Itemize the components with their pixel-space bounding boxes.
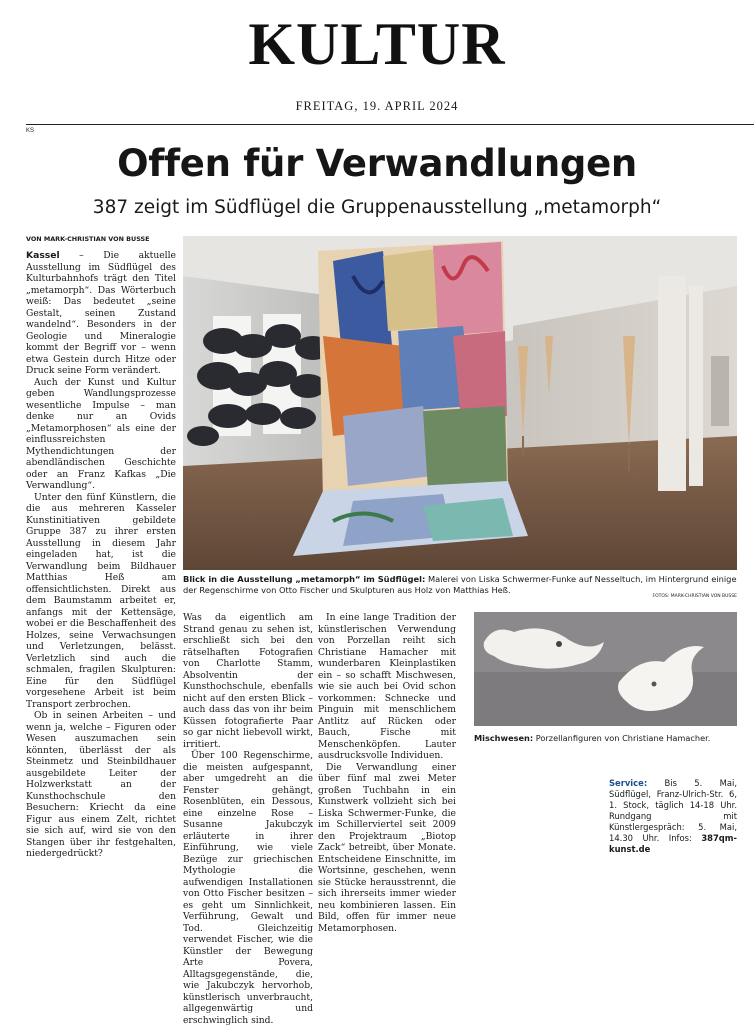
lead-text: – Die aktuelle Ausstellung im Südflügel des Kulturbahnhofs trägt den Titel „metamorph“. Das Wörterbuch weiß: Das bedeutet „seine Gestalt, seinen Zustand wandelnd“. Besonders in der Geologie und Mineralogie kommt der Begriff vor – wenn etwa Gestein durch Hitze oder Druck seine Form verändert. [26,250,176,376]
caption-text: Malerei von Liska Schwermer-Funke auf Nesseltuch, im Hintergrund einige der Regenschirme von Otto Fischer und Skulpturen aus Holz von Matthias Heß. [183,574,737,595]
text-column-5 [609,778,737,896]
photo-credit: FOTOS: MARK-CHRISTIAN VON BUSSE [652,594,737,599]
article-byline: VON MARK-CHRISTIAN VON BUSSE [26,235,150,243]
body-paragraph: In eine lange Tradition der künstlerischen Verwendung von Porzellan reiht sich Christiane Hamacher mit wunderbaren Kleinplastiken ein – so schafft Mischwesen, wie sie auch bei Ovid schon vorkommen: Schnecke und Pinguin mit menschlichem Antlitz auf Rücken oder Bauch, Fische mit Menschenköpfen. Lauter ausdrucksvolle Individuen. [318,612,456,761]
top-rule [26,124,754,125]
main-photo-caption [183,574,737,596]
body-paragraph: Auch der Kunst und Kultur geben Wandlungsprozesse wesentliche Impulse – man denke nur an Ovids „Metamorphosen“ als eine der einflussreichsten Mythendichtungen der abendländischen Geschichte oder an Franz Kafkas „Die Verwandlung“. [26,376,176,491]
caption-text: Porzellanfiguren von Christiane Hamacher. [533,733,711,743]
second-photo-caption [474,733,737,744]
body-paragraph: Ob in seinen Arbeiten – und wenn ja, welche – Figuren oder Wesen auszumachen sein könnten, überlässt der als Steinmetz und Steinbildhauer ausgebildete Leiter der Holzwerkstatt an der Kunsthochschule den Besuchern: Kriecht da eine Figur aus einem Zelt, richtet sie sich auf, wird sie von den Stangen über ihr festgehalten, niedergedrückt? [26,710,176,859]
dateline-city: Kassel [26,250,60,261]
caption-lead: Mischwesen: [474,733,534,743]
body-paragraph: Über 100 Regenschirme, die meisten aufgespannt, aber umgedreht an die Fenster gehängt, Rosenblüten, ein Dessous, eine einzelne Rose – Susanne Jakubczyk erläuterte in ihrer Einführung, wie viele Bezüge zur griechischen Mythologie die aufwendigen Installationen von Otto Fischer besitzen – es geht um Sinnlichkeit, Verführung, Gewalt und Tod. Gleichzeitig verwendet Fischer, wie die Künstler der Bewegung Arte Povera, Alltagsgegenstände, die, wie Jakubczyk hervorhob, künstlerisch unverbraucht, allgegenwärtig und erschwinglich sind. [183,750,313,1026]
ressort-code: KS [26,128,35,134]
article-headline: Offen für Verwandlungen [117,142,637,185]
body-paragraph: Die Verwandlung einer über fünf mal zwei Meter großen Tuchbahn in ein Kunstwerk vollzieht sich bei Liska Schwermer-Funke, die im Schillerviertel seit 2009 den Projektraum „Biotop Zack“ betreibt, über Monate. Entscheidene Einschnitte, im Wortsinne, geschehen, wenn sie Stücke herausstrennt, die sich ihrerseits immer wieder neu kombinieren lassen. Ein Bild, offen für immer neue Metamorphosen. [318,761,456,934]
caption-lead: Blick in die Ausstellung „metamorph“ im Südflügel: [183,574,426,584]
text-column-3 [318,612,456,934]
service-url[interactable]: 387qm-kunst.de [609,833,737,854]
text-column-4 [461,778,601,896]
exhibition-photo [183,236,737,570]
service-box [609,778,737,855]
issue-date: FREITAG, 19. APRIL 2024 [295,99,459,113]
article-subheadline: 387 zeigt im Südflügel die Gruppenausstellung „metamorph“ [92,197,662,218]
body-paragraph: Unter den fünf Künstlern, die die aus mehreren Kasseler Kunstinitiativen gebildete Gruppe 387 zu ihrer ersten Ausstellung in diesem Jahr eingeladen hat, ist die Verwandlung beim Bildhauer Matthias Heß am offensichtlichsten. Direkt aus dem Baumstamm arbeitet er, anfangs mit der Kettensäge, wobei er die Beschaffenheit des Holzes, seine Verwachsungen und Verletzungen, belässt. Verletzlich sind auch die schmalen, fragilen Skulpturen: Eine für den Südflügel vorgesehene Arbeit ist beim Transport zerbrochen. [26,491,176,710]
body-paragraph: Was da eigentlich am Strand genau zu sehen ist, erschließt sich bei den rätselhaften Fotografien von Charlotte Stamm, Absolventin der Kunsthochschule, ebenfalls nicht auf den ersten Blick – auch dass das von ihr beim Küssen fotografierte Paar so gar nicht liebevoll wirkt, irritiert. [183,612,313,750]
newspaper-section-title: KULTUR [248,11,506,77]
lead-paragraph [26,250,176,377]
text-column-2 [183,612,313,1026]
service-label: Service: [609,778,648,788]
porcelain-figures-photo [474,612,737,726]
service-text: Bis 5. Mai, Südflügel, Franz-Ulrich-Str. 6, 1. Stock, täglich 14-18 Uhr. Rundgang mit Künstlergespräch: 5. Mai, 14.30 Uhr. Infos: [609,778,737,843]
text-column-1 [26,250,176,890]
